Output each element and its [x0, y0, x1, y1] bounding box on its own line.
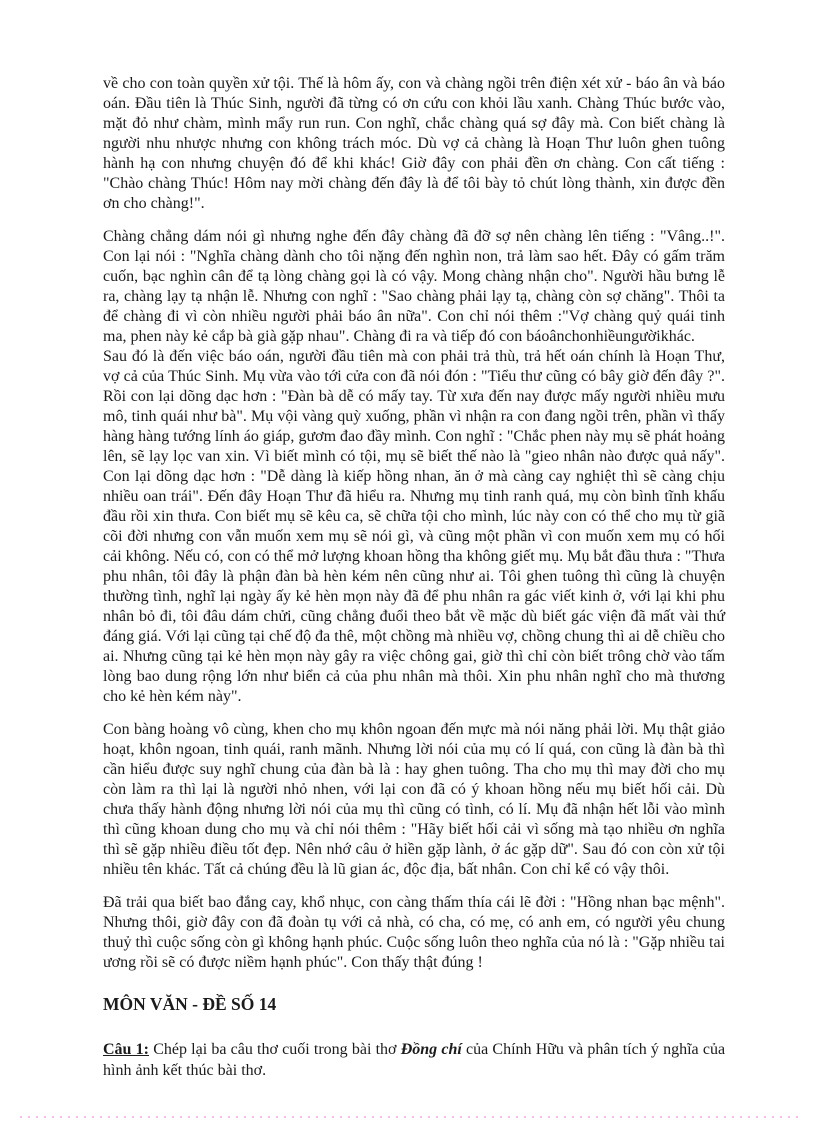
- paragraph-conclusion: Đã trải qua biết bao đắng cay, khổ nhục, con càng thấm thía cái lẽ đời : "Hồng nhan bạc mệnh". Nhưng thôi, giờ đây con đã đoàn tụ với cả nhà, có cha, có mẹ, có anh em, có người yêu chung thuỷ thì cuộc sống còn gì không hạnh phúc. Cuộc sống luôn theo nghĩa của nó là : "Gặp nhiều tai ương rồi sẽ có được niềm hạnh phúc". Con thấy thật đúng !: [103, 894, 725, 971]
- question-text-after: của Chính Hữu và phân tích ý nghĩa của hình ảnh kết thúc bài thơ.: [103, 1041, 726, 1079]
- question-1: [103, 1039, 725, 1081]
- paragraph-reward-thuc-sinh: về cho con toàn quyền xử tội. Thế là hôm ấy, con và chàng ngồi trên điện xét xử - báo ân và báo oán. Đầu tiên là Thúc Sinh, người đã từng có ơn cứu con khỏi lầu xanh. Chàng Thúc bước vào, mặt đỏ như chàm, mình mẩy run run. Con nghĩ, chắc chàng quá sợ đây mà. Con biết chàng là người nhu nhược nhưng con không trách móc. Dù vợ cả chàng là Hoạn Thư luôn ghen tuông hành hạ con nhưng chuyện đó để khi khác! Giờ đây con phải đền ơn chàng. Con cất tiếng : "Chào chàng Thúc! Hôm nay mời chàng đến đây là để tôi bày tỏ chút lòng thành, xin được đền ơn cho chàng!".: [103, 75, 725, 212]
- document-content: [103, 74, 725, 1081]
- paragraph-pardon-hoan-thu: Con bàng hoàng vô cùng, khen cho mụ khôn ngoan đến mực mà nói năng phải lời. Mụ thật giảo hoạt, khôn ngoan, tinh quái, ranh mãnh. Nhưng lời nói của mụ có lí quá, con cũng là đàn bà thì cần hiểu được suy nghĩ chung của đàn bà là : hay ghen tuông. Tha cho mụ thì may đời cho mụ còn làm ra thì lại là người nhỏ nhen, với lại con đã có ý khoan hồng nếu mụ biết hối cải. Dù chưa thấy hành động nhưng lời nói của mụ thì cũng có tình, có lí. Mụ đã nhận hết lỗi vào mình thì cũng khoan dung cho mụ và chỉ nói thêm : "Hãy biết hối cải vì sống mà tạo nhiều ơn nghĩa thì sẽ gặp nhiều điều tốt đẹp. Nên nhớ câu ở hiền gặp lành, ở ác gặp dữ". Sau đó con còn xử tội nhiều tên khác. Tất cả chúng đều là lũ gian ác, độc địa, bất nhân. Con chỉ kể có vậy thôi.: [103, 721, 725, 878]
- section-heading: MÔN VĂN - ĐỀ SỐ 14: [103, 994, 277, 1014]
- question-text-before: Chép lại ba câu thơ cuối trong bài thơ: [153, 1041, 397, 1058]
- footer-dotted-divider: [20, 1116, 798, 1118]
- question-label: Câu 1:: [103, 1041, 149, 1058]
- paragraph-hoan-thu-trial: Sau đó là đến việc báo oán, người đầu tiên mà con phải trả thù, trả hết oán chính là Hoạn Thư, vợ cả của Thúc Sinh. Mụ vừa vào tới cửa con đã nói đón : "Tiểu thư cũng có bây giờ đến đây ?". Rồi con lại dõng dạc hơn : "Đàn bà dễ có mấy tay. Từ xưa đến nay được mấy người nhiều mưu mô, tinh quái như bà". Mụ vội vàng quỳ xuống, phần vì nhận ra con đang ngồi trên, phần vì thấy hàng hàng tướng lính áo giáp, gươm đao đầy mình. Con nghĩ : "Chắc phen này mụ sẽ phát hoảng lên, sẽ lạy lọc van xin. Vì biết mình có tội, mụ sẽ biết thế nào là "gieo nhân nào được quả nấy". Con lại dõng dạc hơn : "Dễ dàng là kiếp hồng nhan, ăn ở mà càng cay nghiệt thì sẽ càng chịu nhiều oan trái". Đến đây Hoạn Thư đã hiểu ra. Nhưng mụ tinh ranh quá, mụ còn bình tĩnh khấu đầu rồi xin thưa. Con biết mụ sẽ kêu ca, sẽ chữa tội cho mình, lúc này con có thể cho mụ từ giã cõi đời nhưng con vẫn muốn xem mụ sẽ nói gì, và cũng một phần vì con muốn xem mụ có hối cải không. Nếu có, con có thể mở lượng khoan hồng tha không giết mụ. Mụ bắt đầu thưa : "Thưa phu nhân, tôi đây là phận đàn bà hèn kém nên cũng như ai. Tôi ghen tuông thì cũng là chuyện thường tình, nghĩ lại ngày ấy kẻ hèn mọn này đã để phu nhân ra gác viết kinh ở, với lại khi phu nhân bỏ đi, tôi đâu dám chửi, cũng chẳng đuổi theo bắt về mặc dù biết gác viện đã mất vài thứ đáng giá. Với lại cũng tại chế độ đa thê, một chồng mà nhiều vợ, chồng chung thì ai dễ chiều cho ai. Nhưng cũng tại kẻ hèn mọn này gây ra việc chông gai, giờ thì chỉ còn biết trông chờ vào tấm lòng bao dung rộng lớn như biển cả của phu nhân mà thôi. Xin phu nhân nghĩ cho mà thương cho kẻ hèn kém này".: [103, 348, 725, 705]
- poem-title: Đồng chí: [400, 1041, 462, 1058]
- paragraph-thuc-sinh-reply: Chàng chẳng dám nói gì nhưng nghe đến đây chàng đã đỡ sợ nên chàng lên tiếng : "Vâng..!". Con lại nói : "Nghĩa chàng dành cho tôi nặng đến nghìn non, trả làm sao hết. Đây có gấm trăm cuốn, bạc nghìn cân để tạ lòng chàng gọi là có vậy. Mong chàng nhận cho". Người hầu bưng lễ ra, chàng lạy tạ nhận lễ. Nhưng con nghĩ : "Sao chàng phải lạy tạ, chàng còn sợ chăng". Thôi ta để chàng đi vì còn nhiều người phải báo ân nữa". Con chỉ nói thêm :"Vợ chàng quỷ quái tinh ma, phen này kẻ cắp bà già gặp nhau". Chàng đi ra và tiếp đó con báoânchonhiềungườikhác.: [103, 228, 725, 345]
